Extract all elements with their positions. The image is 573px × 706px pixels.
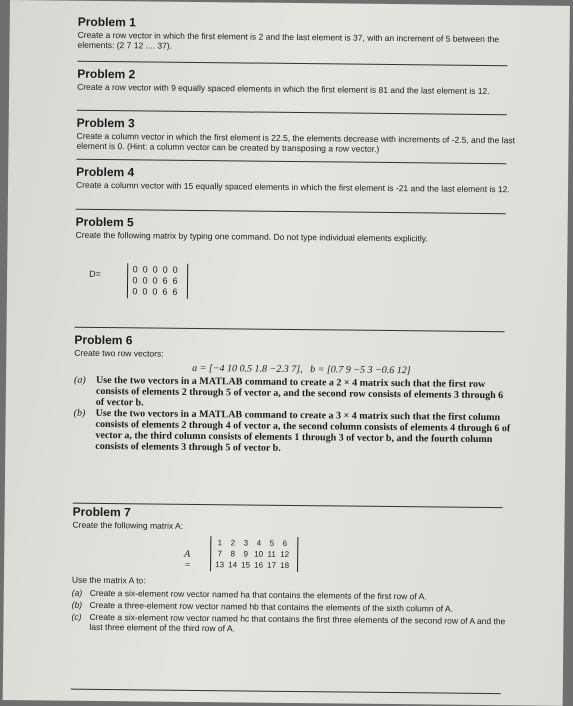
vector-a: a = [−4 10 0.5 1.8 −2.3 7], <box>192 362 303 376</box>
matrix-cell: 14 <box>228 560 238 570</box>
problem-4-title: Problem 4 <box>76 164 135 180</box>
problem-5-text: Create the following matrix by typing one command. Do not type individual elements explicitly. <box>75 229 428 244</box>
problem-6-text: Create two row vectors: <box>74 347 164 359</box>
matrix-cell: 0 <box>172 264 178 275</box>
matrix-row <box>213 559 295 571</box>
matrix-cell: 0 <box>142 286 148 297</box>
matrix-cell: 6 <box>162 286 168 297</box>
part-a-mark: (a) <box>71 587 83 598</box>
matrix-cell: 6 <box>172 286 178 297</box>
problem-7-use: Use the matrix A to: <box>71 574 146 586</box>
matrix-a-label: A = <box>184 548 191 571</box>
problem-5-title: Problem 5 <box>75 214 134 230</box>
matrix-row <box>130 264 185 276</box>
matrix-row <box>213 537 295 549</box>
matrix-cell: 15 <box>241 560 251 570</box>
matrix-cell: 0 <box>132 275 138 286</box>
matrix-cell: 6 <box>282 538 288 548</box>
problem-2-title: Problem 2 <box>77 66 136 82</box>
matrix-cell: 6 <box>162 275 168 286</box>
divider <box>76 159 506 165</box>
matrix-cell: 10 <box>254 549 264 559</box>
matrix-cell: 0 <box>152 286 158 297</box>
matrix-cell: 0 <box>132 264 138 275</box>
part-b-text: Use the two vectors in a MATLAB command to create a 3 × 4 matrix such that the first column consists of elements 2 through 4 of vector a, the second column consists of elements 4 through 6 of vector a, the third column consists of elements 1 through 3 of vector b, and the fourth column consists of elements 3 through 5 of vector b. <box>95 407 511 454</box>
problem-6-title: Problem 6 <box>74 332 133 348</box>
matrix-cell: 17 <box>267 560 277 570</box>
problem-7-text: Create the following matrix A: <box>72 519 184 531</box>
part-a-text: Create a six-element row vector named ha that contains the elements of the first row of A. <box>89 587 427 602</box>
part-b-mark: (b) <box>71 599 83 610</box>
vector-b: b = [0.7 9 −5 3 −0.6 12] <box>310 364 411 377</box>
problem-6 <box>73 333 514 457</box>
matrix-cell: 1 <box>217 538 223 548</box>
matrix-cell: 7 <box>217 549 222 559</box>
problem-6-parts <box>73 375 514 457</box>
problem-3 <box>76 116 516 156</box>
problem-3-title: Problem 3 <box>76 115 135 131</box>
matrix-cell: 5 <box>269 538 275 548</box>
matrix-cell: 0 <box>142 275 148 286</box>
matrix-cell: 8 <box>230 549 235 559</box>
matrix-a-body <box>210 536 298 572</box>
matrix-cell: 3 <box>243 538 249 548</box>
matrix-cell: 12 <box>280 549 290 559</box>
matrix-cell: 2 <box>230 538 236 548</box>
divider <box>71 689 501 695</box>
part-b-text: Create a three-element row vector named hb that contains the elements of the sixth column of A. <box>89 599 454 614</box>
problem-7 <box>72 505 512 535</box>
problem-5 <box>75 215 515 245</box>
matrix-cell: 9 <box>243 549 248 559</box>
matrix-row <box>130 275 185 287</box>
matrix-cell: 0 <box>132 286 138 297</box>
matrix-cell: 0 <box>152 264 158 275</box>
matrix-cell: 0 <box>162 264 168 275</box>
part-a-text: Use the two vectors in a MATLAB command to create a 2 × 4 matrix such that the first row consists of elements 2 through 5 of vector a, and the second row consists of elements 3 through 6 of vector b. <box>95 374 504 409</box>
problem-7-parts <box>71 588 511 637</box>
problem-4 <box>76 165 516 195</box>
problem-4-text: Create a column vector with 15 equally spaced elements in which the first element is -21 and the last element is 12. <box>76 179 510 195</box>
problem-1-text: Create a row vector in which the first element is 2 and the last element is 37, with an increment of 5 between the elements: (2 7 12 .... 37). <box>77 29 500 51</box>
problem-3-text: Create a column vector in which the first element is 22.5, the elements decrease with increments of -2.5, and the last element is 0. (Hint: a column vector can be created by transposing a row vector.) <box>76 130 516 154</box>
matrix-cell: 4 <box>256 538 262 548</box>
problem-2 <box>77 67 517 97</box>
divider <box>76 209 506 215</box>
part-c-mark: (c) <box>71 611 82 622</box>
divider <box>77 61 507 67</box>
matrix-cell: 0 <box>152 275 158 286</box>
matrix-cell: 13 <box>215 560 225 570</box>
matrix-row <box>130 286 185 298</box>
problem-1-title: Problem 1 <box>77 14 136 30</box>
matrix-cell: 16 <box>254 560 264 570</box>
matrix-cell: 11 <box>267 549 276 559</box>
part-b-mark: (b) <box>73 407 86 419</box>
matrix-cell: 0 <box>142 264 148 275</box>
document-page <box>3 0 570 706</box>
matrix-d-body <box>127 263 188 299</box>
part-c-text: Create a six-element row vector named hc that contains the first three elements of the second row of A and the last three element of the third row of A. <box>89 611 506 634</box>
problem-7-tasks <box>71 575 512 637</box>
matrix-row <box>213 548 295 560</box>
divider <box>77 110 507 116</box>
problem-6-vectors <box>192 363 514 377</box>
problem-2-text: Create a row vector with 9 equally spaced elements in which the first element is 81 and the last element is 12. <box>77 81 490 97</box>
part-a-mark: (a) <box>73 374 86 386</box>
matrix-d-label: D= <box>89 268 101 279</box>
divider <box>75 327 505 333</box>
matrix-cell: 6 <box>172 275 178 286</box>
matrix-cell: 18 <box>280 560 290 570</box>
problem-7-title: Problem 7 <box>72 504 131 520</box>
problem-1 <box>77 15 517 55</box>
